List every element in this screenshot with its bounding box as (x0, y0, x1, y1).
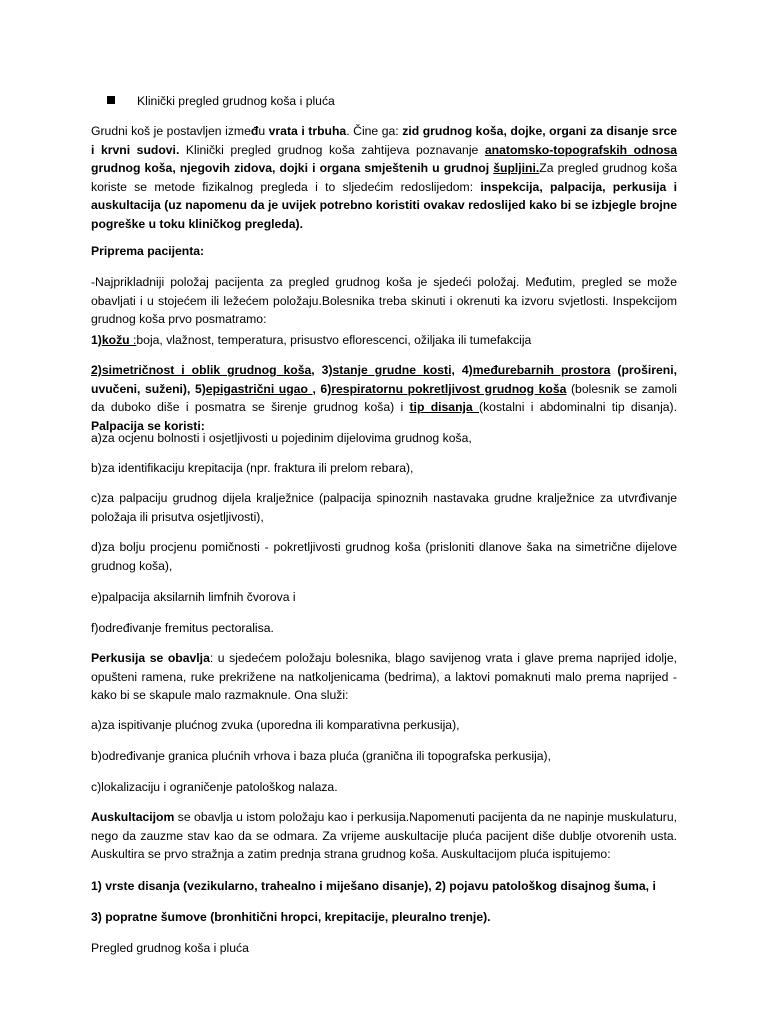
percussion-item-c: c)lokalizaciju i ograničenje patološkog nalaza. (91, 780, 338, 794)
auscultation-items-1-2: 1) vrste disanja (vezikularno, trahealno i miješano disanje), 2) pojavu patološkog disajnog šuma, i (91, 879, 656, 893)
patient-prep-paragraph: -Najprikladniji položaj pacijenta za pregled grudnog koša je sjedeći položaj. Međutim, pregled se može obavljati i u stojećem ili ležećem položaju.Bolesnika treba skinuti i okrenuti ka izvoru svjetlosti. Inspekcijom grudnog koša prvo posmatramo: (91, 275, 677, 326)
palpation-item-c: c)za palpaciju grudnog dijela kralježnice (palpacija spinoznih nastavaka grudne kralježnice za utvrđivanje položaja ili prisutva osjetljivosti), (91, 491, 677, 524)
closing-title: Pregled grudnog koša i pluća (91, 941, 249, 955)
auscultation-item-3: 3) popratne šumove (bronhitični hropci, krepitacije, pleuralno trenje). (91, 910, 491, 924)
palpation-item-e: e)palpacija aksilarnih limfnih čvorova i (91, 590, 296, 604)
heading-text: Klinički pregled grudnog koša i pluća (137, 94, 335, 108)
palpation-item-d: d)za bolju procjenu pomičnosti - pokretljivosti grudnog koša (prisloniti dlanove šaka na simetrične dijelove grudnog koša), (91, 540, 677, 573)
palpation-item-a: a)za ocjenu bolnosti i osjetljivosti u pojedinim dijelovima grudnog koša, (91, 431, 472, 445)
square-bullet-icon (107, 96, 115, 104)
palpation-item-f: f)određivanje fremitus pectoralisa. (91, 621, 274, 635)
subheading-patient-prep: Priprema pacijenta: (91, 244, 205, 258)
palpation-item-b: b)za identifikaciju krepitacija (npr. fraktura ili prelom rebara), (91, 461, 414, 475)
auscultation-paragraph: Auskultacijom se obavlja u istom položaju kao i perkusija.Napomenuti pacijenta da ne napinje muskulaturu, nego da zauzme stav kao da se odmara. Za vrijeme auskultacije pluća pacijent diše dublje otvorenih usta. Auskultira se prvo stražnja a zatim prednja strana grudnog koša. Auskultacijom pluća ispitujemo: (91, 810, 677, 861)
intro-paragraph: Grudni koš je postavljen između vrata i trbuha. Čine ga: zid grudnog koša, dojke, organi za disanje srce i krvni sudovi. Klinički pregled grudnog koša zahtijeva poznavanje anatomsko-topografskih odnosa grudnog koša, njegovih zidova, dojki i organa smještenih u grudnoj šupljini.Za pregled grudnog koša koriste se metode fizikalnog pregleda i to sljedećim redoslijedom: inspekcija, palpacija, perkusija i auskultacija (uz napomenu da je uvijek potrebno koristiti ovakav redoslijed kako bi se izbjegle brojne pogreške u toku kliničkog pregleda). (91, 124, 678, 231)
percussion-paragraph: Perkusija se obavlja: u sjedećem položaju bolesnika, blago savijenog vrata i glave prema naprijed idolje, opušteni ramena, ruke prekrižene na natkoljenicama (bedrima), a laktovi pomaknuti malo prema naprijed - kako bi se skapule malo razmaknule. Ona služi: (91, 651, 677, 702)
inspection-items-paragraph: 2)simetričnost i oblik grudnog koša, 3)stanje grudne kosti, 4)međurebarnih prostora (prošireni, uvučeni, suženi), 5)epigastrični ugao , 6)respiratornu pokretljivost grudnog koša (bolesnik se zamoli da duboko diše i posmatra se širenje grudnog koša) i tip disanja (kostalni i abdominalni tip disanja). Palpacija se koristi: (91, 363, 677, 433)
percussion-item-a: a)za ispitivanje plućnog zvuka (uporedna ili komparativna perkusija), (91, 718, 460, 732)
item-skin: 1)kožu :boja, vlažnost, temperatura, prisustvo eflorescenci, ožiljaka ili tumefakcija (91, 333, 532, 347)
percussion-item-b: b)određivanje granica plućnih vrhova i baza pluća (granična ili topografska perkusija), (91, 749, 551, 763)
